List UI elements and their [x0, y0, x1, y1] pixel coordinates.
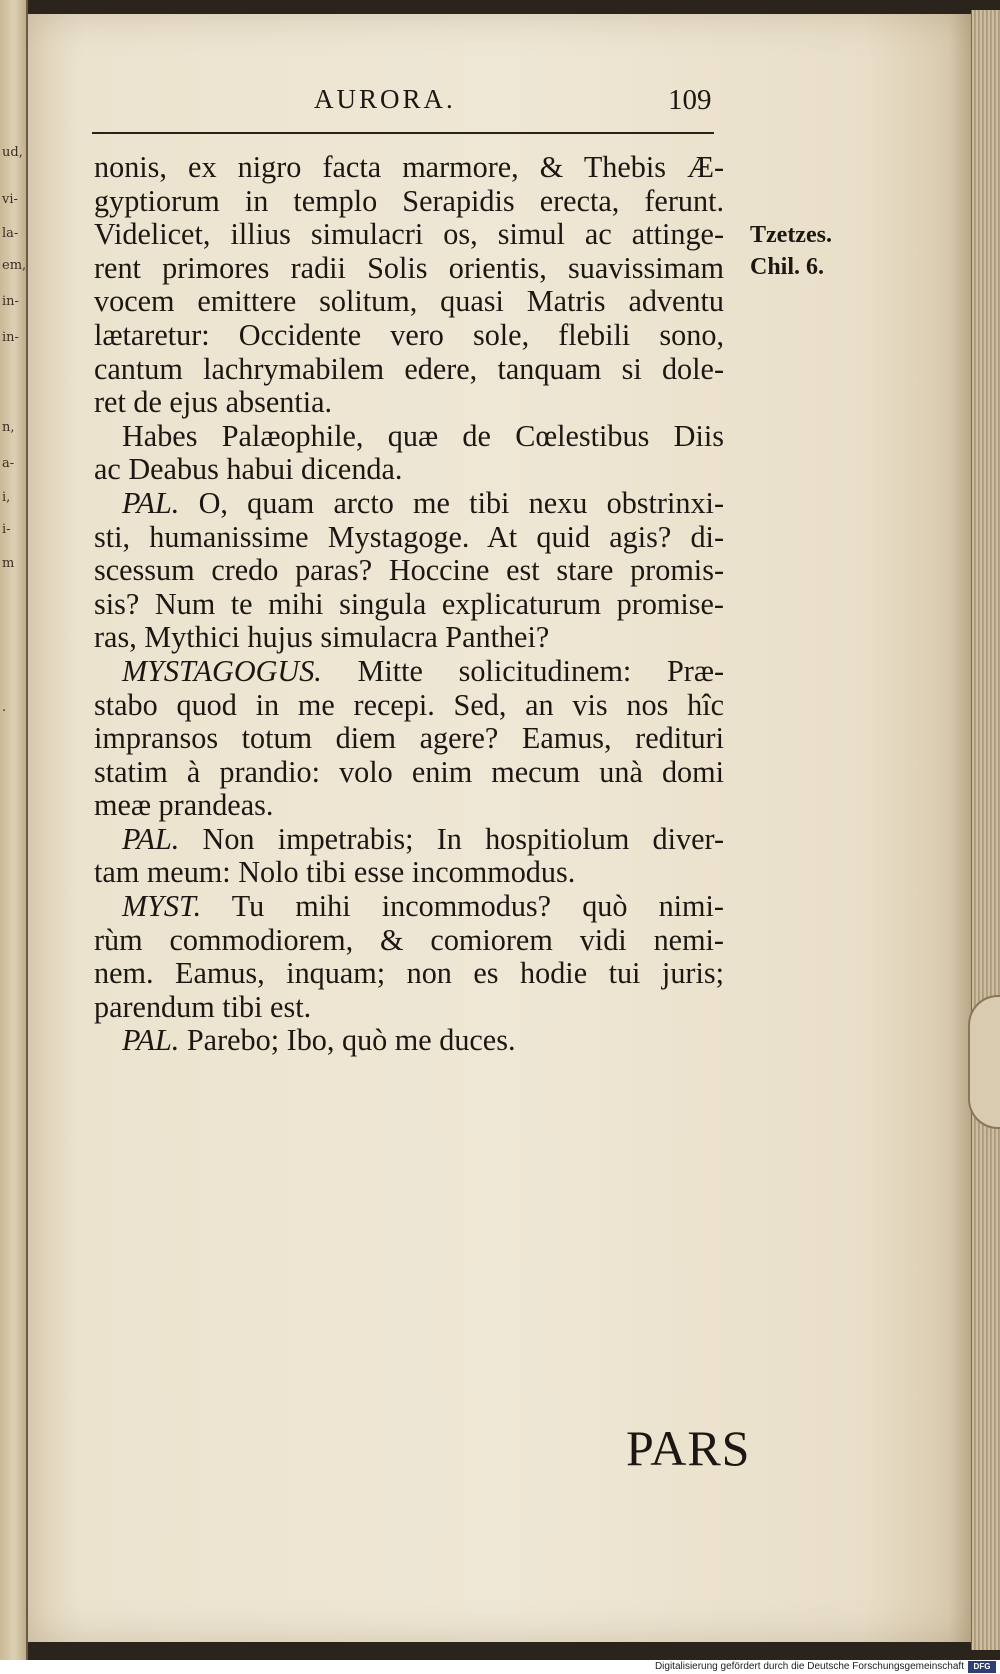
text-line	[94, 890, 724, 924]
text-line	[94, 689, 724, 723]
facing-page-fragment: i,	[2, 490, 11, 505]
line-text: scessum credo paras? Hoccine est stare promis-	[94, 553, 724, 588]
body-text	[94, 151, 724, 1058]
digitization-footer	[0, 1660, 1000, 1674]
text-line	[94, 521, 724, 555]
text-line	[94, 789, 724, 823]
facing-page-edge	[0, 0, 28, 1660]
line-text: sis? Num te mihi singula explicaturum promise-	[94, 586, 724, 621]
line-text: vocem emittere solitum, quasi Matris adventu	[94, 284, 724, 319]
funding-credit: Digitalisierung gefördert durch die Deutsche Forschungsgemeinschaft	[654, 1661, 964, 1672]
speaker-label: MYST.	[122, 889, 202, 924]
text-line	[94, 823, 724, 857]
marginal-note-line: Tzetzes.	[750, 222, 832, 248]
text-line	[94, 957, 724, 991]
facing-page-fragment: vi-	[2, 192, 18, 207]
facing-page-fragment: i-	[2, 522, 11, 537]
line-text: rent primores radii Solis orientis, suavissimam	[94, 250, 724, 285]
text-line	[94, 151, 724, 185]
facing-page-fragment: ud,	[2, 145, 23, 160]
page-number: 109	[668, 84, 712, 116]
text-line	[94, 487, 724, 521]
marginal-note	[750, 219, 832, 283]
page-stack-edges	[971, 10, 1000, 1650]
facing-page-fragment: .	[2, 700, 7, 715]
facing-page-fragment: a-	[2, 456, 15, 471]
text-line	[94, 588, 724, 622]
book-page	[28, 14, 978, 1642]
text-line	[94, 420, 724, 454]
running-head: AURORA.	[314, 84, 456, 114]
line-text: Videlicet, illius simulacri os, simul ac attinge-	[94, 217, 724, 252]
text-line	[94, 756, 724, 790]
line-text: O, quam arcto me tibi nexu obstrinxi-	[198, 485, 724, 520]
text-line	[94, 856, 724, 890]
line-text: rùm commodiorem, & comiorem vidi nemi-	[94, 922, 724, 957]
text-line	[94, 386, 724, 420]
line-text: stabo quod in me recepi. Sed, an vis nos hîc	[94, 687, 724, 722]
line-text: cantum lachrymabilem edere, tanquam si dole-	[94, 351, 724, 386]
line-text: Tu mihi incommodus? quò nimi-	[231, 889, 724, 924]
text-line	[94, 621, 724, 655]
text-line	[94, 319, 724, 353]
line-text: impransos totum diem agere? Eamus, redituri	[94, 721, 724, 756]
line-text: ras, Mythici hujus simulacra Panthei?	[94, 620, 550, 655]
speaker-label: MYSTAGOGUS.	[122, 653, 322, 688]
line-text: gyptiorum in templo Serapidis erecta, ferunt.	[94, 183, 724, 218]
text-line	[94, 353, 724, 387]
line-text: tam meum: Nolo tibi esse incommodus.	[94, 855, 576, 890]
text-line	[94, 1024, 724, 1058]
marginal-note-line: Chil. 6.	[750, 254, 825, 280]
book-clasp	[968, 995, 1000, 1129]
text-line	[94, 991, 724, 1025]
line-text: meæ prandeas.	[94, 788, 274, 823]
text-line	[94, 218, 724, 252]
line-text: statim à prandio: volo enim mecum unà domi	[94, 754, 724, 789]
speaker-label: PAL.	[122, 821, 180, 856]
facing-page-fragment: in-	[2, 330, 19, 345]
text-line	[94, 285, 724, 319]
facing-page-fragment: la-	[2, 226, 19, 241]
facing-page-fragment: n,	[2, 420, 15, 435]
speaker-label: PAL.	[122, 1023, 180, 1058]
line-text: sti, humanissime Mystagoge. At quid agis? di-	[94, 519, 724, 554]
line-text: Non impetrabis; In hospitiolum diver-	[202, 821, 724, 856]
line-text: lætaretur: Occidente vero sole, flebili sono,	[94, 317, 724, 352]
text-line	[94, 924, 724, 958]
text-line	[94, 185, 724, 219]
text-line	[94, 554, 724, 588]
text-line	[94, 722, 724, 756]
facing-page-fragment: m	[2, 556, 15, 571]
text-line	[94, 453, 724, 487]
catchword: PARS	[626, 1420, 751, 1476]
line-text: Mitte solicitudinem: Præ-	[357, 653, 725, 688]
line-text: ac Deabus habui dicenda.	[94, 452, 403, 487]
line-text: parendum tibi est.	[94, 989, 312, 1024]
speaker-label: PAL.	[122, 485, 180, 520]
dfg-logo: DFG	[968, 1661, 996, 1673]
facing-page-fragment: em,	[2, 258, 27, 273]
line-text: Habes Palæophile, quæ de Cœlestibus Diis	[122, 418, 724, 453]
text-line	[94, 655, 724, 689]
line-text: ret de ejus absentia.	[94, 385, 333, 420]
line-text: nonis, ex nigro facta marmore, & Thebis Æ-	[94, 150, 724, 184]
text-line	[94, 252, 724, 286]
line-text: Parebo; Ibo, quò me duces.	[186, 1023, 516, 1058]
header-rule	[92, 132, 714, 134]
facing-page-fragment: in-	[2, 294, 19, 309]
line-text: nem. Eamus, inquam; non es hodie tui juris;	[94, 956, 724, 991]
